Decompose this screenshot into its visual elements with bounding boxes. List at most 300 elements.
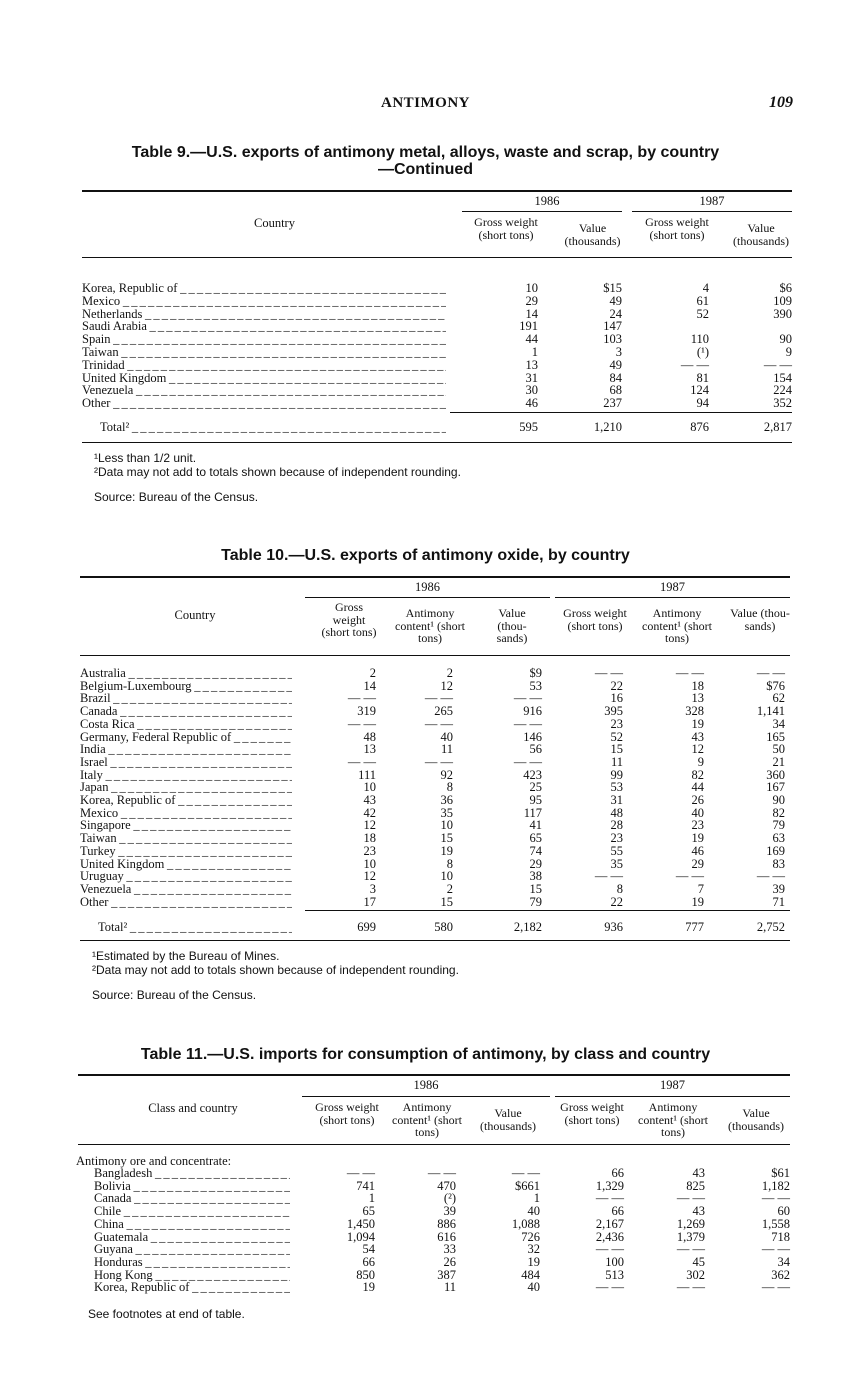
table-9-total-rule — [450, 412, 792, 413]
cell-value: 1,210 — [593, 420, 622, 434]
cell-value: 34 — [772, 716, 785, 731]
cell-value: 66 — [362, 1254, 375, 1269]
cell-value: — — — [424, 754, 453, 769]
row-label: Guyana _ _ _ — [94, 1243, 290, 1256]
cell-value: 21 — [772, 754, 785, 769]
table-row — [80, 896, 790, 909]
cell-value: 328 — [685, 704, 704, 719]
cell-value: — — — [424, 716, 453, 731]
row-label: Taiwan _ _ _ — [80, 832, 292, 845]
row-label: Uruguay _ _ _ — [80, 870, 292, 883]
cell-value: $6 — [779, 281, 792, 295]
cell-value: 850 — [356, 1267, 375, 1282]
row-label: Saudi Arabia _ _ _ — [82, 320, 446, 333]
row-label: Total² _ _ _ — [100, 421, 446, 434]
cell-value: 81 — [696, 370, 709, 385]
cell-value: 34 — [777, 1254, 790, 1269]
cell-value: 117 — [523, 805, 542, 820]
cell-value: 82 — [691, 767, 704, 782]
cell-value: 68 — [609, 383, 622, 398]
cell-value: 100 — [605, 1254, 624, 1269]
cell-value: $76 — [766, 678, 785, 693]
cell-value: — — — [511, 1166, 540, 1180]
table-9-header-rule — [82, 257, 792, 258]
cell-value: 55 — [610, 843, 623, 858]
row-label: Brazil _ _ _ — [80, 692, 292, 705]
cell-value: 92 — [440, 767, 453, 782]
cell-value: 169 — [766, 843, 785, 858]
table-row — [82, 295, 792, 308]
cell-value: 40 — [440, 729, 453, 744]
cell-value: 13 — [363, 742, 376, 757]
cell-value: 28 — [610, 818, 623, 833]
cell-value: 4 — [702, 281, 709, 295]
cell-value: 2,752 — [756, 920, 785, 934]
table-10-head-1: Gross weight (short tons) — [321, 600, 377, 639]
row-label: Singapore _ _ _ — [80, 819, 292, 832]
table-11-year-1987: 1987 — [660, 1078, 685, 1092]
row-label: United Kingdom _ _ _ — [80, 858, 292, 871]
cell-value: 99 — [610, 767, 623, 782]
cell-value: 1,379 — [676, 1229, 705, 1244]
cell-value: — — — [594, 666, 623, 680]
row-label: Spain _ _ _ — [82, 333, 446, 346]
table-9-head-3: Gross weight (short tons) — [645, 215, 709, 242]
cell-value: 9 — [697, 754, 704, 769]
cell-value: 49 — [609, 357, 622, 372]
cell-value: (¹) — [696, 345, 709, 359]
table-11-head-5: Antimony content¹ (short tons) — [638, 1100, 708, 1139]
cell-value: 111 — [358, 767, 376, 782]
cell-value: 46 — [691, 843, 704, 858]
table-row — [82, 282, 792, 295]
cell-value: 319 — [357, 704, 376, 719]
cell-value: 1,558 — [761, 1216, 790, 1231]
cell-value: $661 — [515, 1178, 540, 1193]
cell-value: 53 — [610, 780, 623, 795]
cell-value: 52 — [610, 729, 623, 744]
cell-value: 26 — [443, 1254, 456, 1269]
row-label: Korea, Republic of _ _ _ — [82, 282, 446, 295]
table-9-year-1986: 1986 — [534, 194, 560, 208]
table-10-header-rule — [80, 655, 790, 656]
table-11-year-rule-1987 — [555, 1096, 790, 1097]
table-10-total-rule — [305, 910, 790, 911]
cell-value: 71 — [772, 894, 785, 909]
cell-value: 1,141 — [756, 704, 785, 719]
cell-value: 39 — [443, 1204, 456, 1219]
cell-value: 39 — [772, 881, 785, 896]
cell-value: 10 — [440, 818, 453, 833]
cell-value: 90 — [772, 793, 785, 807]
cell-value: — — — [676, 1242, 705, 1257]
cell-value: 1,450 — [346, 1216, 375, 1231]
table-row — [80, 731, 790, 744]
row-label: India _ _ _ — [80, 743, 292, 756]
cell-value: 79 — [529, 894, 542, 909]
cell-value: 29 — [525, 293, 538, 308]
table-10-year-rule-1987 — [555, 597, 790, 598]
cell-value: — — — [594, 869, 623, 884]
row-label: Costa Rica _ _ _ — [80, 718, 292, 731]
cell-value: 36 — [440, 793, 453, 807]
cell-value: 22 — [610, 678, 623, 693]
row-label: China _ _ _ — [94, 1218, 290, 1231]
cell-value: 46 — [525, 396, 538, 411]
table-10-head-3: Value (thou- sands) — [496, 606, 528, 645]
cell-value: 595 — [519, 420, 538, 434]
cell-value: 876 — [690, 420, 709, 434]
cell-value: — — — [676, 1191, 705, 1206]
table-9-footnote-2: ²Data may not add to totals shown because of independent rounding. — [94, 465, 461, 479]
cell-value: 15 — [440, 831, 453, 846]
row-label: Venezuela _ _ _ — [80, 883, 292, 896]
table-9-country-header: Country — [254, 216, 295, 230]
table-11-title: Table 11.—U.S. imports for consumption of antimony, by class and country — [140, 1046, 711, 1063]
cell-value: 109 — [773, 293, 792, 308]
cell-value: 83 — [772, 856, 785, 871]
table-11-header-rule — [78, 1144, 790, 1145]
row-label: Korea, Republic of _ _ _ — [94, 1281, 290, 1294]
table-11-top-rule — [78, 1074, 790, 1076]
row-label: Other _ _ _ — [82, 397, 446, 410]
table-11-head-1: Gross weight (short tons) — [315, 1100, 379, 1127]
cell-value: 66 — [611, 1166, 624, 1180]
cell-value: 146 — [523, 729, 542, 744]
cell-value: 40 — [527, 1280, 540, 1295]
cell-value: 90 — [779, 332, 792, 347]
cell-value: 54 — [362, 1242, 375, 1257]
row-label: Mexico _ _ _ — [80, 807, 292, 820]
cell-value: — — — [427, 1166, 456, 1180]
cell-value: 302 — [686, 1267, 705, 1282]
cell-value: 10 — [363, 780, 376, 795]
row-label: Canada _ _ _ — [94, 1192, 290, 1205]
cell-value: 74 — [529, 843, 542, 858]
cell-value: 360 — [766, 767, 785, 782]
cell-value: 8 — [446, 780, 453, 795]
cell-value: 65 — [529, 831, 542, 846]
cell-value: 53 — [529, 678, 542, 693]
cell-value: — — — [676, 1280, 705, 1295]
row-label: Germany, Federal Republic of _ _ _ — [80, 731, 292, 744]
table-10-footnote-1: ¹Estimated by the Bureau of Mines. — [92, 949, 280, 963]
cell-value: 191 — [519, 319, 538, 334]
cell-value: 62 — [772, 691, 785, 706]
cell-value: 3 — [615, 345, 622, 359]
cell-value: 2,436 — [595, 1229, 624, 1244]
table-11-footnote-note: See footnotes at end of table. — [88, 1307, 245, 1321]
cell-value: 15 — [610, 742, 623, 757]
cell-value: 8 — [616, 881, 623, 896]
row-label: Turkey _ _ _ — [80, 845, 292, 858]
cell-value: 1,269 — [676, 1216, 705, 1231]
table-row — [82, 384, 792, 397]
table-row — [80, 781, 790, 794]
cell-value: — — — [595, 1191, 624, 1206]
cell-value: 23 — [691, 818, 704, 833]
cell-value: 33 — [443, 1242, 456, 1257]
cell-value: 1 — [531, 345, 538, 359]
cell-value: — — — [424, 691, 453, 706]
cell-value: 3 — [369, 881, 376, 896]
cell-value: 777 — [685, 920, 704, 934]
table-9-head-4: Value (thousands) — [733, 221, 789, 248]
cell-value: 2,182 — [513, 920, 542, 934]
row-label: Canada _ _ _ — [80, 705, 292, 718]
cell-value: 387 — [437, 1267, 456, 1282]
cell-value: 13 — [691, 691, 704, 706]
cell-value: — — — [347, 716, 376, 731]
cell-value: 12 — [440, 678, 453, 693]
cell-value: 18 — [363, 831, 376, 846]
cell-value: 12 — [691, 742, 704, 757]
cell-value: 19 — [362, 1280, 375, 1295]
table-row — [82, 359, 792, 372]
cell-value: 50 — [772, 742, 785, 757]
cell-value: 79 — [772, 818, 785, 833]
table-row — [82, 397, 792, 410]
table-9-year-rule-1987 — [632, 211, 792, 212]
table-row — [82, 372, 792, 385]
row-label: Guatemala _ _ _ — [94, 1231, 290, 1244]
cell-value: — — — [595, 1242, 624, 1257]
cell-value: 41 — [529, 818, 542, 833]
cell-value: 14 — [525, 306, 538, 321]
page-number: 109 — [769, 94, 793, 111]
table-10-country-header: Country — [174, 608, 216, 622]
cell-value: 29 — [691, 856, 704, 871]
table-9-top-rule — [82, 190, 792, 192]
row-label: Belgium-Luxembourg _ _ _ — [80, 680, 292, 693]
cell-value: 11 — [440, 742, 453, 757]
cell-value: 15 — [529, 881, 542, 896]
cell-value: 726 — [521, 1229, 540, 1244]
cell-value: 60 — [777, 1204, 790, 1219]
row-label: Italy _ _ _ — [80, 769, 292, 782]
row-label: Japan _ _ _ — [80, 781, 292, 794]
cell-value: — — — [346, 1166, 375, 1180]
cell-value: — — — [675, 666, 704, 680]
row-label: Netherlands _ _ _ — [82, 308, 446, 321]
table-10-title: Table 10.—U.S. exports of antimony oxide, by country — [221, 547, 630, 564]
cell-value: 1 — [368, 1191, 375, 1206]
cell-value: 11 — [610, 754, 623, 769]
cell-value: 65 — [362, 1204, 375, 1219]
cell-value: 390 — [773, 306, 792, 321]
row-label: Taiwan _ _ _ — [82, 346, 446, 359]
running-header: ANTIMONY — [381, 95, 470, 111]
cell-value: 23 — [610, 716, 623, 731]
table-row — [94, 1281, 790, 1294]
cell-value: 580 — [434, 920, 453, 934]
row-label: Bangladesh _ _ _ — [94, 1167, 290, 1180]
cell-value: 936 — [604, 920, 623, 934]
cell-value: 19 — [691, 894, 704, 909]
cell-value: 84 — [609, 370, 622, 385]
cell-value: 24 — [609, 306, 622, 321]
cell-value: 165 — [766, 729, 785, 744]
cell-value: 886 — [437, 1216, 456, 1231]
cell-value: 30 — [525, 383, 538, 398]
table-row — [80, 667, 790, 680]
cell-value: 94 — [696, 396, 709, 411]
cell-value: — — — [761, 1242, 790, 1257]
cell-value: — — — [761, 1280, 790, 1295]
table-11-head-6: Value (thousands) — [728, 1106, 784, 1133]
table-9-year-1987: 1987 — [699, 194, 725, 208]
cell-value: 1,094 — [346, 1229, 375, 1244]
row-label: Honduras _ _ _ — [94, 1256, 290, 1269]
cell-value: 265 — [434, 704, 453, 719]
table-row — [80, 756, 790, 769]
cell-value: 423 — [523, 767, 542, 782]
cell-value: 513 — [605, 1267, 624, 1282]
cell-value: 19 — [527, 1254, 540, 1269]
cell-value: 56 — [529, 742, 542, 757]
cell-value: $15 — [603, 281, 622, 295]
cell-value: — — — [756, 666, 785, 680]
cell-value: 2 — [446, 881, 453, 896]
row-label: Chile _ _ _ — [94, 1205, 290, 1218]
cell-value: — — — [763, 357, 792, 372]
cell-value: $9 — [529, 666, 542, 680]
table-11-year-1986: 1986 — [413, 1078, 439, 1092]
table-row — [94, 1192, 790, 1205]
cell-value: 741 — [356, 1178, 375, 1193]
cell-value: 124 — [690, 383, 709, 398]
table-9-title: Table 9.—U.S. exports of antimony metal, alloys, waste and scrap, by country — [131, 144, 720, 161]
cell-value: 48 — [363, 729, 376, 744]
cell-value: 13 — [525, 357, 538, 372]
table-9-source: Source: Bureau of the Census. — [94, 490, 259, 504]
cell-value: — — — [595, 1280, 624, 1295]
cell-value: 9 — [785, 345, 792, 359]
table-row — [80, 718, 790, 731]
cell-value: 35 — [440, 805, 453, 820]
row-label: Other _ _ _ — [80, 896, 292, 909]
cell-value: 19 — [440, 843, 453, 858]
row-label: Trinidad _ _ _ — [82, 359, 446, 372]
table-row — [80, 870, 790, 883]
cell-value: 29 — [529, 856, 542, 871]
cell-value: 48 — [610, 805, 623, 820]
cell-value: 95 — [529, 793, 542, 807]
cell-value: 52 — [696, 306, 709, 321]
cell-value: 916 — [523, 704, 542, 719]
row-label: Bolivia _ _ _ — [94, 1180, 290, 1193]
cell-value: 10 — [363, 856, 376, 871]
cell-value: 40 — [691, 805, 704, 820]
cell-value: — — — [675, 869, 704, 884]
cell-value: 470 — [437, 1178, 456, 1193]
cell-value: 38 — [529, 869, 542, 884]
cell-value: (²) — [443, 1191, 456, 1206]
cell-value: 61 — [696, 293, 709, 308]
row-label: United Kingdom _ _ _ — [82, 372, 446, 385]
cell-value: 19 — [691, 831, 704, 846]
cell-value: 1,088 — [511, 1216, 540, 1231]
cell-value: 699 — [357, 920, 376, 934]
cell-value: 23 — [610, 831, 623, 846]
table-9-bottom-rule — [82, 442, 792, 443]
cell-value: — — — [513, 754, 542, 769]
cell-value: — — — [756, 869, 785, 884]
cell-value: — — — [347, 754, 376, 769]
table-10-footnote-2: ²Data may not add to totals shown because of independent rounding. — [92, 963, 459, 977]
table-row — [94, 1218, 790, 1231]
table-11-head-3: Value (thousands) — [480, 1106, 536, 1133]
cell-value: — — — [761, 1191, 790, 1206]
cell-value: 63 — [772, 831, 785, 846]
table-row — [80, 832, 790, 845]
cell-value: 82 — [772, 805, 785, 820]
cell-value: 49 — [609, 293, 622, 308]
cell-value: 42 — [363, 805, 376, 820]
table-10-head-6: Value (thou- sands) — [730, 606, 790, 633]
table-11-year-rule-1986 — [302, 1096, 550, 1097]
table-11-class-country-header: Class and country — [148, 1101, 238, 1115]
table-10-source: Source: Bureau of the Census. — [92, 988, 257, 1002]
cell-value: 31 — [525, 370, 538, 385]
cell-value: 43 — [691, 729, 704, 744]
table-9-title-continued: —Continued — [377, 161, 474, 178]
cell-value: 2 — [446, 666, 453, 680]
cell-value: — — — [513, 716, 542, 731]
cell-value: 18 — [691, 678, 704, 693]
cell-value: 352 — [773, 396, 792, 411]
cell-value: 17 — [363, 894, 376, 909]
cell-value: 2,167 — [595, 1216, 624, 1231]
cell-value: 718 — [771, 1229, 790, 1244]
table-10-top-rule — [80, 576, 790, 578]
total-row — [80, 921, 790, 934]
cell-value: 2 — [369, 666, 376, 680]
cell-value: 224 — [773, 383, 792, 398]
cell-value: 40 — [527, 1204, 540, 1219]
cell-value: 8 — [446, 856, 453, 871]
cell-value: 44 — [691, 780, 704, 795]
cell-value: 16 — [610, 691, 623, 706]
cell-value: 12 — [363, 818, 376, 833]
cell-value: 1,182 — [761, 1178, 790, 1193]
cell-value: 10 — [440, 869, 453, 884]
cell-value: 147 — [603, 319, 622, 334]
cell-value: 110 — [690, 332, 709, 347]
cell-value: 26 — [691, 793, 704, 807]
row-label: Australia _ _ _ — [80, 667, 292, 680]
table-10-year-1987: 1987 — [660, 580, 685, 594]
row-label: Venezuela _ _ _ — [82, 384, 446, 397]
table-11-head-2: Antimony content¹ (short tons) — [392, 1100, 462, 1139]
cell-value: 12 — [363, 869, 376, 884]
row-label: Total² _ _ _ — [98, 921, 292, 934]
cell-value: 11 — [443, 1280, 456, 1295]
cell-value: $61 — [771, 1166, 790, 1180]
cell-value: 43 — [692, 1166, 705, 1180]
table-row — [94, 1243, 790, 1256]
table-10-year-1986: 1986 — [415, 580, 440, 594]
cell-value: 25 — [529, 780, 542, 795]
cell-value: — — — [347, 691, 376, 706]
table-10-head-4: Gross weight (short tons) — [563, 606, 627, 633]
cell-value: 35 — [610, 856, 623, 871]
table-row — [94, 1256, 790, 1269]
cell-value: 15 — [440, 894, 453, 909]
table-10-head-5: Antimony content¹ (short tons) — [642, 606, 712, 645]
cell-value: 22 — [610, 894, 623, 909]
cell-value: 44 — [525, 332, 538, 347]
